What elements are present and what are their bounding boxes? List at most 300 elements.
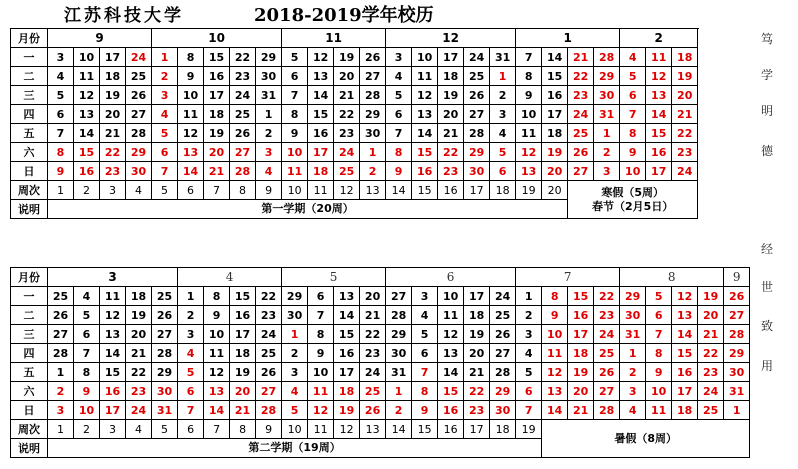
date-cell: 25 xyxy=(594,344,620,363)
date-cell: 8 xyxy=(48,143,74,162)
date-cell: 26 xyxy=(360,48,386,67)
date-cell: 7 xyxy=(74,344,100,363)
date-cell: 27 xyxy=(464,105,490,124)
date-cell: 11 xyxy=(308,382,334,401)
date-cell: 30 xyxy=(464,162,490,181)
date-cell: 19 xyxy=(230,363,256,382)
weekday-label: 一 xyxy=(11,48,48,67)
date-cell: 28 xyxy=(256,401,282,420)
date-cell: 10 xyxy=(204,325,230,344)
date-cell: 14 xyxy=(178,162,204,181)
date-cell: 31 xyxy=(256,86,282,105)
date-cell: 13 xyxy=(516,162,542,181)
date-cell: 5 xyxy=(74,306,100,325)
date-cell: 8 xyxy=(74,363,100,382)
date-cell: 14 xyxy=(204,401,230,420)
date-cell: 9 xyxy=(386,162,412,181)
date-cell: 1 xyxy=(360,143,386,162)
date-cell: 22 xyxy=(698,344,724,363)
date-cell: 3 xyxy=(48,48,74,67)
date-cell: 26 xyxy=(724,287,750,306)
date-cell: 24 xyxy=(230,86,256,105)
date-cell: 7 xyxy=(178,401,204,420)
date-cell: 18 xyxy=(308,162,334,181)
month-header: 5 xyxy=(282,268,386,287)
date-cell: 25 xyxy=(490,306,516,325)
date-cell: 18 xyxy=(438,67,464,86)
date-cell: 24 xyxy=(672,162,698,181)
date-cell: 26 xyxy=(490,325,516,344)
date-cell: 4 xyxy=(48,67,74,86)
month-header: 11 xyxy=(282,29,386,48)
date-cell: 18 xyxy=(204,105,230,124)
date-cell: 7 xyxy=(386,124,412,143)
weekday-row xyxy=(11,325,750,344)
week-number: 15 xyxy=(412,181,438,200)
date-cell: 23 xyxy=(464,401,490,420)
week-number: 14 xyxy=(386,181,412,200)
week-number: 10 xyxy=(282,181,308,200)
date-cell: 29 xyxy=(126,143,152,162)
date-cell: 18 xyxy=(230,344,256,363)
vacation-title: 暑假（8周） xyxy=(614,431,677,445)
date-cell: 31 xyxy=(490,48,516,67)
date-cell: 9 xyxy=(542,306,568,325)
date-cell: 23 xyxy=(438,162,464,181)
date-cell: 21 xyxy=(568,401,594,420)
month-header: 3 xyxy=(48,268,178,287)
week-number: 18 xyxy=(490,181,516,200)
date-cell: 23 xyxy=(698,363,724,382)
date-cell: 10 xyxy=(620,162,646,181)
motto-character: 用 xyxy=(760,359,773,373)
date-cell: 13 xyxy=(438,344,464,363)
date-cell: 18 xyxy=(672,401,698,420)
date-cell: 30 xyxy=(594,86,620,105)
week-number: 6 xyxy=(178,181,204,200)
date-cell: 13 xyxy=(334,287,360,306)
date-cell: 1 xyxy=(48,363,74,382)
date-cell: 11 xyxy=(438,306,464,325)
date-cell: 3 xyxy=(386,48,412,67)
date-cell: 26 xyxy=(152,306,178,325)
date-cell: 15 xyxy=(230,287,256,306)
month-header: 4 xyxy=(178,268,282,287)
date-cell: 7 xyxy=(620,105,646,124)
date-cell: 14 xyxy=(672,325,698,344)
date-cell: 12 xyxy=(516,143,542,162)
date-cell: 27 xyxy=(568,162,594,181)
weekday-row xyxy=(11,401,750,420)
date-cell: 30 xyxy=(490,401,516,420)
weekday-row xyxy=(11,344,750,363)
date-cell: 7 xyxy=(282,86,308,105)
date-cell: 6 xyxy=(412,344,438,363)
date-cell: 16 xyxy=(74,162,100,181)
date-cell: 23 xyxy=(334,124,360,143)
date-cell: 26 xyxy=(230,124,256,143)
date-cell: 8 xyxy=(282,105,308,124)
week-number: 4 xyxy=(126,420,152,439)
date-cell: 1 xyxy=(152,48,178,67)
date-cell: 11 xyxy=(100,287,126,306)
date-cell: 16 xyxy=(204,67,230,86)
date-cell: 19 xyxy=(568,363,594,382)
date-cell: 17 xyxy=(100,48,126,67)
date-cell: 25 xyxy=(48,287,74,306)
date-cell: 23 xyxy=(256,306,282,325)
motto-character: 经 xyxy=(760,242,773,256)
date-cell: 7 xyxy=(516,48,542,67)
date-cell: 27 xyxy=(256,382,282,401)
date-cell: 14 xyxy=(646,105,672,124)
date-cell: 2 xyxy=(360,162,386,181)
date-cell: 8 xyxy=(308,325,334,344)
date-cell: 6 xyxy=(516,382,542,401)
date-cell: 29 xyxy=(490,382,516,401)
date-cell: 4 xyxy=(386,67,412,86)
date-cell: 30 xyxy=(360,124,386,143)
date-cell: 29 xyxy=(386,325,412,344)
week-number: 17 xyxy=(464,420,490,439)
week-number: 3 xyxy=(100,420,126,439)
date-cell: 15 xyxy=(308,105,334,124)
date-cell: 21 xyxy=(464,363,490,382)
date-cell: 14 xyxy=(74,124,100,143)
date-cell: 9 xyxy=(308,344,334,363)
date-cell: 20 xyxy=(542,162,568,181)
date-cell: 20 xyxy=(438,105,464,124)
date-cell: 21 xyxy=(334,86,360,105)
date-cell: 6 xyxy=(152,143,178,162)
date-cell: 24 xyxy=(594,325,620,344)
week-number: 14 xyxy=(386,420,412,439)
date-cell: 13 xyxy=(178,143,204,162)
vacation-note xyxy=(542,420,750,458)
date-cell: 16 xyxy=(568,306,594,325)
date-cell: 22 xyxy=(464,382,490,401)
month-header: 1 xyxy=(516,29,620,48)
date-cell: 6 xyxy=(490,162,516,181)
date-cell: 21 xyxy=(100,124,126,143)
date-cell: 29 xyxy=(464,143,490,162)
date-cell: 3 xyxy=(490,105,516,124)
date-cell: 19 xyxy=(438,86,464,105)
date-cell: 29 xyxy=(594,67,620,86)
vacation-title: 寒假（5周） xyxy=(601,185,664,199)
date-cell: 11 xyxy=(646,401,672,420)
weekday-label: 三 xyxy=(11,86,48,105)
weekday-row xyxy=(11,287,750,306)
note-label: 说明 xyxy=(11,439,48,458)
motto-character: 明 xyxy=(760,104,773,118)
motto-character: 德 xyxy=(760,144,773,158)
week-number: 20 xyxy=(542,181,568,200)
week-number: 7 xyxy=(204,420,230,439)
date-cell: 28 xyxy=(594,48,620,67)
date-cell: 7 xyxy=(308,306,334,325)
date-cell: 27 xyxy=(386,287,412,306)
date-cell: 16 xyxy=(412,162,438,181)
week-number: 1 xyxy=(48,181,74,200)
date-cell: 19 xyxy=(542,143,568,162)
week-label: 周次 xyxy=(11,181,48,200)
date-cell: 18 xyxy=(126,287,152,306)
date-cell: 22 xyxy=(126,363,152,382)
date-cell: 29 xyxy=(256,48,282,67)
date-cell: 18 xyxy=(464,306,490,325)
date-cell: 25 xyxy=(568,124,594,143)
date-cell: 15 xyxy=(672,344,698,363)
weekday-row xyxy=(11,143,698,162)
weekday-row xyxy=(11,124,698,143)
date-cell: 2 xyxy=(152,67,178,86)
date-cell: 6 xyxy=(308,287,334,306)
date-cell: 25 xyxy=(464,67,490,86)
date-cell: 17 xyxy=(542,105,568,124)
date-cell: 7 xyxy=(48,124,74,143)
date-cell: 2 xyxy=(48,382,74,401)
date-cell: 27 xyxy=(360,67,386,86)
date-cell: 11 xyxy=(542,344,568,363)
date-cell: 15 xyxy=(334,325,360,344)
date-cell: 3 xyxy=(48,401,74,420)
date-cell: 2 xyxy=(178,306,204,325)
date-cell: 8 xyxy=(178,48,204,67)
date-cell: 31 xyxy=(152,401,178,420)
week-number: 11 xyxy=(308,181,334,200)
date-cell: 20 xyxy=(464,344,490,363)
date-cell: 15 xyxy=(204,48,230,67)
date-cell: 15 xyxy=(438,382,464,401)
date-cell: 17 xyxy=(568,325,594,344)
date-cell: 4 xyxy=(412,306,438,325)
date-cell: 6 xyxy=(74,325,100,344)
date-cell: 10 xyxy=(178,86,204,105)
date-cell: 24 xyxy=(490,287,516,306)
date-cell: 3 xyxy=(178,325,204,344)
date-cell: 15 xyxy=(542,67,568,86)
date-cell: 5 xyxy=(282,48,308,67)
date-cell: 1 xyxy=(620,344,646,363)
date-cell: 3 xyxy=(256,143,282,162)
date-cell: 25 xyxy=(698,401,724,420)
week-number-row xyxy=(11,181,698,200)
date-cell: 10 xyxy=(516,105,542,124)
date-cell: 31 xyxy=(594,105,620,124)
date-cell: 14 xyxy=(542,48,568,67)
date-cell: 14 xyxy=(334,306,360,325)
date-cell: 30 xyxy=(620,306,646,325)
weekday-row xyxy=(11,67,698,86)
date-cell: 28 xyxy=(230,162,256,181)
date-cell: 22 xyxy=(568,67,594,86)
date-cell: 23 xyxy=(100,162,126,181)
weekday-label: 二 xyxy=(11,306,48,325)
date-cell: 25 xyxy=(256,344,282,363)
date-cell: 9 xyxy=(412,401,438,420)
date-cell: 9 xyxy=(48,162,74,181)
date-cell: 5 xyxy=(386,86,412,105)
date-cell: 25 xyxy=(126,67,152,86)
date-cell: 21 xyxy=(698,325,724,344)
date-cell: 17 xyxy=(230,325,256,344)
date-cell: 12 xyxy=(100,306,126,325)
date-cell: 28 xyxy=(126,124,152,143)
date-cell: 20 xyxy=(672,86,698,105)
date-cell: 29 xyxy=(152,363,178,382)
date-cell: 17 xyxy=(646,162,672,181)
date-cell: 2 xyxy=(620,363,646,382)
date-cell: 22 xyxy=(438,143,464,162)
date-cell: 6 xyxy=(620,86,646,105)
date-cell: 13 xyxy=(308,67,334,86)
date-cell: 10 xyxy=(74,48,100,67)
vacation-note xyxy=(568,181,698,219)
date-cell: 15 xyxy=(646,124,672,143)
date-cell: 1 xyxy=(178,287,204,306)
date-cell: 12 xyxy=(308,401,334,420)
date-cell: 24 xyxy=(568,105,594,124)
date-cell: 7 xyxy=(516,401,542,420)
date-cell: 18 xyxy=(542,124,568,143)
month-header: 10 xyxy=(152,29,282,48)
date-cell: 16 xyxy=(308,124,334,143)
date-cell: 18 xyxy=(672,48,698,67)
month-header: 6 xyxy=(386,268,516,287)
date-cell: 5 xyxy=(646,287,672,306)
date-cell: 15 xyxy=(568,287,594,306)
date-cell: 20 xyxy=(360,287,386,306)
date-cell: 11 xyxy=(282,162,308,181)
date-cell: 27 xyxy=(48,325,74,344)
weekday-row xyxy=(11,86,698,105)
month-header-row xyxy=(11,268,750,287)
date-cell: 8 xyxy=(646,344,672,363)
date-cell: 3 xyxy=(516,325,542,344)
weekday-label: 六 xyxy=(11,382,48,401)
second-semester-calendar xyxy=(10,267,750,458)
date-cell: 1 xyxy=(516,287,542,306)
date-cell: 19 xyxy=(672,67,698,86)
date-cell: 8 xyxy=(386,143,412,162)
date-cell: 5 xyxy=(48,86,74,105)
date-cell: 11 xyxy=(74,67,100,86)
date-cell: 22 xyxy=(256,287,282,306)
date-cell: 5 xyxy=(282,401,308,420)
date-cell: 10 xyxy=(308,363,334,382)
month-header: 2 xyxy=(620,29,698,48)
date-cell: 1 xyxy=(256,105,282,124)
date-cell: 28 xyxy=(48,344,74,363)
vacation-subnote: 春节（2月5日） xyxy=(592,199,674,213)
month-header-row xyxy=(11,29,698,48)
week-number: 8 xyxy=(230,181,256,200)
date-cell: 22 xyxy=(360,325,386,344)
week-number: 16 xyxy=(438,420,464,439)
date-cell: 8 xyxy=(204,287,230,306)
date-cell: 4 xyxy=(516,344,542,363)
date-cell: 8 xyxy=(620,124,646,143)
weekday-label: 四 xyxy=(11,344,48,363)
date-cell: 28 xyxy=(490,363,516,382)
date-cell: 17 xyxy=(204,86,230,105)
date-cell: 20 xyxy=(230,382,256,401)
date-cell: 26 xyxy=(48,306,74,325)
date-cell: 4 xyxy=(490,124,516,143)
date-cell: 22 xyxy=(594,287,620,306)
date-cell: 12 xyxy=(204,363,230,382)
date-cell: 24 xyxy=(464,48,490,67)
week-number: 1 xyxy=(48,420,74,439)
date-cell: 4 xyxy=(178,344,204,363)
date-cell: 23 xyxy=(568,86,594,105)
date-cell: 28 xyxy=(594,401,620,420)
date-cell: 21 xyxy=(438,124,464,143)
week-number: 12 xyxy=(334,420,360,439)
week-number: 17 xyxy=(464,181,490,200)
date-cell: 10 xyxy=(74,401,100,420)
date-cell: 6 xyxy=(386,105,412,124)
week-number: 2 xyxy=(74,420,100,439)
date-cell: 2 xyxy=(256,124,282,143)
date-cell: 13 xyxy=(100,325,126,344)
date-cell: 27 xyxy=(490,344,516,363)
date-cell: 30 xyxy=(152,382,178,401)
date-cell: 10 xyxy=(412,48,438,67)
date-cell: 21 xyxy=(204,162,230,181)
date-cell: 15 xyxy=(412,143,438,162)
date-cell: 11 xyxy=(204,344,230,363)
date-cell: 2 xyxy=(282,344,308,363)
month-label: 月份 xyxy=(11,268,48,287)
date-cell: 16 xyxy=(100,382,126,401)
date-cell: 11 xyxy=(516,124,542,143)
date-cell: 30 xyxy=(126,162,152,181)
month-label: 月份 xyxy=(11,29,48,48)
date-cell: 2 xyxy=(386,401,412,420)
date-cell: 27 xyxy=(126,105,152,124)
date-cell: 3 xyxy=(152,86,178,105)
date-cell: 28 xyxy=(360,86,386,105)
date-cell: 25 xyxy=(334,162,360,181)
motto-character: 笃 xyxy=(760,32,773,46)
date-cell: 14 xyxy=(438,363,464,382)
motto-character: 致 xyxy=(760,319,773,333)
date-cell: 26 xyxy=(568,143,594,162)
date-cell: 24 xyxy=(126,401,152,420)
date-cell: 20 xyxy=(204,143,230,162)
date-cell: 19 xyxy=(100,86,126,105)
date-cell: 8 xyxy=(542,287,568,306)
date-cell: 30 xyxy=(256,67,282,86)
week-number: 5 xyxy=(152,181,178,200)
date-cell: 24 xyxy=(334,143,360,162)
date-cell: 17 xyxy=(308,143,334,162)
date-cell: 9 xyxy=(204,306,230,325)
date-cell: 23 xyxy=(126,382,152,401)
date-cell: 4 xyxy=(620,48,646,67)
date-cell: 5 xyxy=(412,325,438,344)
date-cell: 12 xyxy=(178,124,204,143)
week-number: 12 xyxy=(334,181,360,200)
date-cell: 20 xyxy=(126,325,152,344)
date-cell: 31 xyxy=(724,382,750,401)
date-cell: 23 xyxy=(672,143,698,162)
date-cell: 29 xyxy=(724,344,750,363)
date-cell: 12 xyxy=(74,86,100,105)
date-cell: 29 xyxy=(282,287,308,306)
